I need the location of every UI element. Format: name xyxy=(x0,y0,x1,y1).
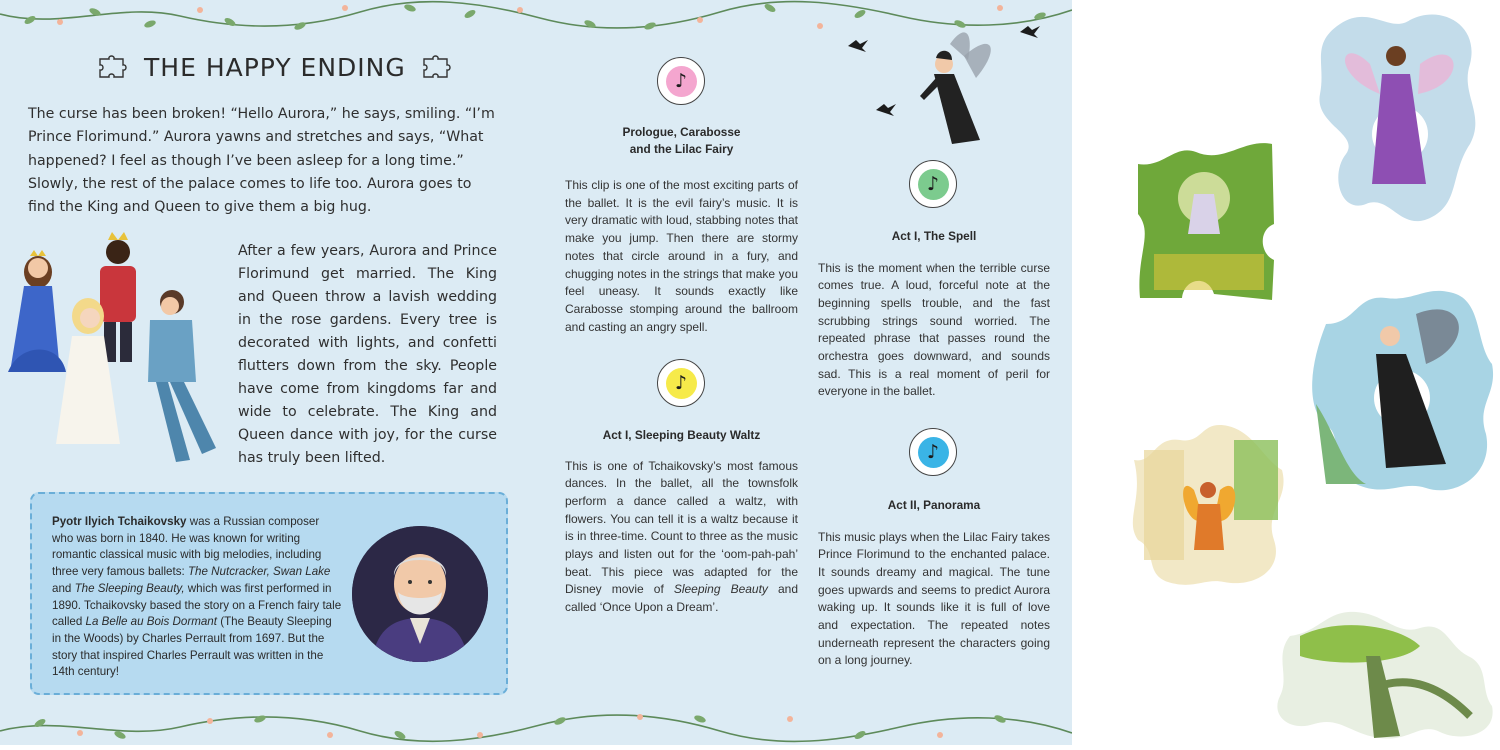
music-note-icon: ♪ xyxy=(918,169,949,200)
track-description: This music plays when the Lilac Fairy takes Prince Florimund to the enchanted palace. It sounds dreamy and magical. The tune goes upwards and seems to predict Aurora waking up. It sounds like it is full of love and expectation. The repeated notes underneath represent the characters going on a long journey. xyxy=(818,529,1050,668)
dancing-royals-illustration xyxy=(0,222,236,477)
puzzle-piece-golden-fairy[interactable] xyxy=(1124,420,1290,590)
composer-info-text: Pyotr Ilyich Tchaikovsky was a Russian composer who was born in 1840. He was known for writing romantic classical music with big melodies, including three very famous ballets: The Nutcracker, Swan Lake and The Sleeping Beauty, which was first performed in 1890. Tchaikovsky based the story on a French fairy tale called La Belle au Bois Dormant (The Beauty Sleeping in the Woods) by Charles Perrault from 1697. But the story that inspired Charles Perrault was written in the 14th century! xyxy=(52,515,342,679)
track-description: This is one of Tchaikovsky’s most famous dances. In the ballet, all the townsfolk perform a dance called a waltz, with flowers. You can tell it is a waltz because it is in three-time. Count to three as the music plays and listen out for the ‘oom-pah-pah’ beat. This piece was adapted for the Disney movie of Sleeping Beauty and called ‘Once Upon a Dream’. xyxy=(565,458,798,615)
puzzle-piece-tree[interactable] xyxy=(1270,606,1498,744)
intro-paragraph: The curse has been broken! “Hello Aurora,” he says, smiling. “I’m Prince Florimund.” Aurora yawns and stretches and says, “What happened? I feel as though I’ve been asleep for a long time.” Slowly, the rest of the palace comes to life too. Aurora goes to find the King and Queen to give them a big hug. xyxy=(28,106,495,216)
wedding-paragraph: After a few years, Aurora and Prince Florimund get married. The King and Queen throw a lavish wedding in the rose gardens. Every tree is decorated with lights, and confetti flutters down from the sky. People have come from kingdoms far and wide to celebrate. The King and Queen dance with joy, for the curse has truly been lifted. xyxy=(238,243,497,466)
track-panorama xyxy=(818,497,1050,670)
composer-info-box xyxy=(30,492,508,695)
puzzle-piece-lilac-fairy[interactable] xyxy=(1310,4,1488,232)
page-title: THE HAPPY ENDING xyxy=(144,52,406,82)
track-title: Prologue, Carabosse and the Lilac Fairy xyxy=(622,125,741,156)
track-prologue xyxy=(565,124,798,336)
track-title: Act II, Panorama xyxy=(887,498,981,512)
puzzle-piece-garden-fairy[interactable] xyxy=(1134,134,1279,304)
music-note-badge-pink xyxy=(657,57,705,105)
vine-border-bottom xyxy=(0,705,1072,745)
track-description: This clip is one of the most exciting parts of the ballet. It is the evil fairy’s music. It is very dramatic with loud, stabbing notes that make you jump. Then there are stormy notes that circle around in a fury, and chugging notes in the strings that make you feel uneasy. It sounds exactly like Carabosse stomping around the ballroom and casting an angry spell. xyxy=(565,178,798,334)
music-note-icon: ♪ xyxy=(666,368,697,399)
track-title: Act I, Sleeping Beauty Waltz xyxy=(602,428,761,442)
carabosse-fairy-illustration xyxy=(840,20,1060,155)
music-note-badge-green xyxy=(909,160,957,208)
track-waltz xyxy=(565,427,798,617)
puzzle-piece-icon xyxy=(420,53,454,81)
track-title: Act I, The Spell xyxy=(891,229,977,243)
puzzle-piece-carabosse[interactable] xyxy=(1306,284,1498,498)
track-description: This is the moment when the terrible curse comes true. A loud, forceful note at the beginning spells trouble, and the fast scrubbing strings sound worried. The repeated phrase that passes round the orchestra goes downward, and sounds sad. This is a real moment of peril for everyone in the ballet. xyxy=(818,260,1050,399)
tchaikovsky-portrait-illustration xyxy=(352,526,488,662)
composer-name: Pyotr Ilyich Tchaikovsky xyxy=(52,515,187,528)
puzzle-piece-icon xyxy=(96,53,130,81)
music-note-badge-blue xyxy=(909,428,957,476)
music-note-badge-yellow xyxy=(657,359,705,407)
track-the-spell xyxy=(818,228,1050,401)
composer-portrait xyxy=(352,526,488,662)
music-note-icon: ♪ xyxy=(918,437,949,468)
music-note-icon: ♪ xyxy=(666,66,697,97)
page-heading xyxy=(96,50,454,84)
